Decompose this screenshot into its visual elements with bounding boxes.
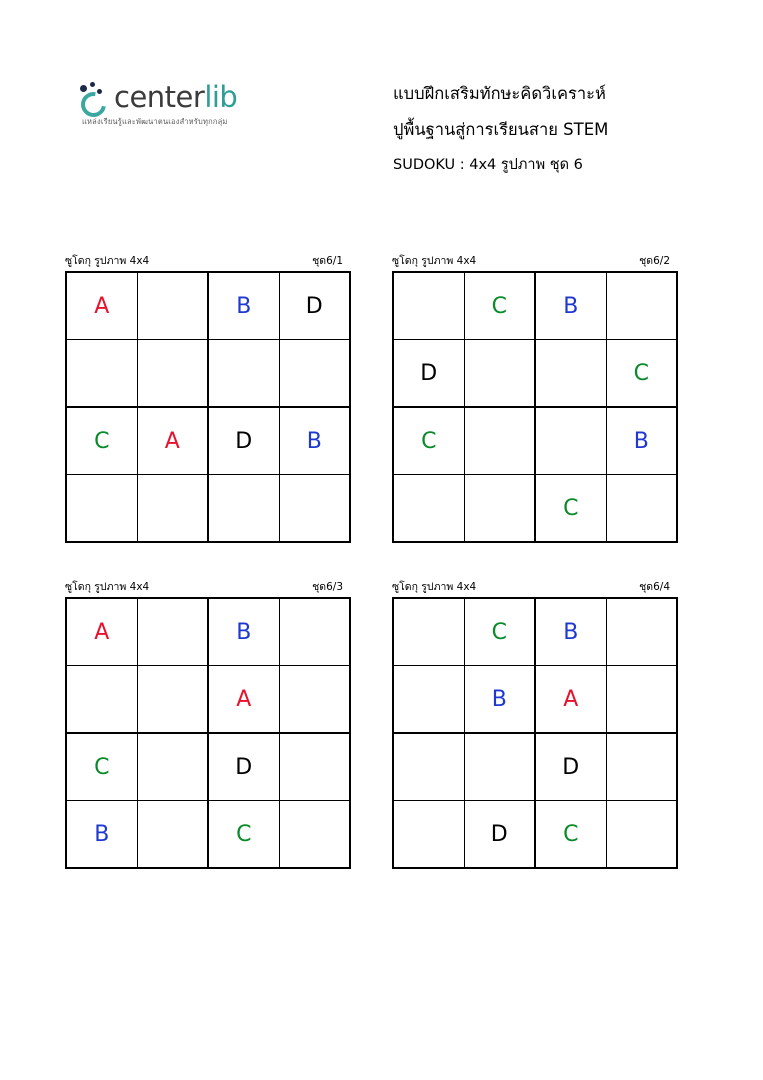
cell-r1c2[interactable]: C <box>464 272 535 340</box>
cell-r1c4[interactable]: D <box>279 272 350 340</box>
title-block <box>393 76 753 182</box>
table-row <box>393 407 677 475</box>
puzzle-4-set: ชุด6/4 <box>639 581 670 593</box>
puzzle-4-label: ซูโดกุ รูปภาพ 4x4 <box>392 581 477 593</box>
cell-r3c3[interactable]: D <box>535 733 606 801</box>
cell-r1c1[interactable]: A <box>66 272 137 340</box>
cell-r2c1[interactable] <box>66 666 137 734</box>
logo-word-center: center <box>114 80 205 114</box>
table-row <box>393 733 677 801</box>
cell-r4c1[interactable] <box>393 801 464 869</box>
cell-r3c2[interactable] <box>464 733 535 801</box>
cell-r1c4[interactable] <box>279 598 350 666</box>
cell-r4c1[interactable] <box>393 475 464 543</box>
puzzle-2-grid <box>392 271 678 543</box>
cell-r2c2[interactable] <box>137 666 208 734</box>
puzzle-1-set: ชุด6/1 <box>312 255 343 267</box>
cell-r4c3[interactable]: C <box>535 475 606 543</box>
cell-r2c1[interactable] <box>393 666 464 734</box>
cell-r1c2[interactable] <box>137 272 208 340</box>
puzzle-4 <box>392 578 670 869</box>
table-row <box>66 407 350 475</box>
puzzle-2-label: ซูโดกุ รูปภาพ 4x4 <box>392 255 477 267</box>
puzzle-3 <box>65 578 343 869</box>
cell-r4c4[interactable] <box>279 801 350 869</box>
logo-wordmark <box>114 80 237 114</box>
page-header <box>0 62 763 212</box>
cell-r4c1[interactable]: B <box>66 801 137 869</box>
cell-r2c4[interactable] <box>606 666 677 734</box>
cell-r3c1[interactable]: C <box>66 733 137 801</box>
table-row <box>66 598 350 666</box>
cell-r1c1[interactable]: A <box>66 598 137 666</box>
cell-r3c4[interactable] <box>279 733 350 801</box>
puzzle-4-header <box>392 578 670 594</box>
brand-logo <box>78 80 278 128</box>
cell-r3c4[interactable]: B <box>606 407 677 475</box>
cell-r3c3[interactable] <box>535 407 606 475</box>
table-row <box>393 666 677 734</box>
cell-r4c2[interactable] <box>464 475 535 543</box>
cell-r3c1[interactable] <box>393 733 464 801</box>
table-row <box>393 272 677 340</box>
puzzle-2-set: ชุด6/2 <box>639 255 670 267</box>
cell-r2c3[interactable] <box>535 340 606 408</box>
cell-r2c4[interactable] <box>279 666 350 734</box>
cell-r1c3[interactable]: B <box>208 272 279 340</box>
cell-r3c3[interactable]: D <box>208 407 279 475</box>
table-row <box>393 801 677 869</box>
puzzle-1-grid <box>65 271 351 543</box>
logo-word-lib: lib <box>204 80 238 114</box>
cell-r4c4[interactable] <box>279 475 350 543</box>
cell-r1c1[interactable] <box>393 598 464 666</box>
puzzle-1-label: ซูโดกุ รูปภาพ 4x4 <box>65 255 150 267</box>
puzzle-3-header <box>65 578 343 594</box>
cell-r1c4[interactable] <box>606 598 677 666</box>
cell-r1c3[interactable]: B <box>535 272 606 340</box>
puzzle-1 <box>65 252 343 543</box>
table-row <box>66 666 350 734</box>
cell-r3c2[interactable] <box>137 733 208 801</box>
table-row <box>393 475 677 543</box>
table-row <box>66 340 350 408</box>
table-row <box>66 272 350 340</box>
page-title-line-2: ปูพื้นฐานสู่การเรียนสาย STEM <box>393 120 609 139</box>
cell-r4c3[interactable]: C <box>535 801 606 869</box>
cell-r3c2[interactable]: A <box>137 407 208 475</box>
cell-r3c1[interactable]: C <box>66 407 137 475</box>
table-row <box>66 475 350 543</box>
cell-r2c1[interactable] <box>66 340 137 408</box>
cell-r4c3[interactable] <box>208 475 279 543</box>
cell-r3c4[interactable]: B <box>279 407 350 475</box>
cell-r2c4[interactable] <box>279 340 350 408</box>
cell-r4c3[interactable]: C <box>208 801 279 869</box>
cell-r2c3[interactable]: A <box>208 666 279 734</box>
cell-r3c4[interactable] <box>606 733 677 801</box>
table-row <box>66 733 350 801</box>
cell-r3c3[interactable]: D <box>208 733 279 801</box>
table-row <box>393 340 677 408</box>
cell-r1c1[interactable] <box>393 272 464 340</box>
cell-r4c4[interactable] <box>606 801 677 869</box>
cell-r2c1[interactable]: D <box>393 340 464 408</box>
cell-r2c2[interactable]: B <box>464 666 535 734</box>
puzzle-3-label: ซูโดกุ รูปภาพ 4x4 <box>65 581 150 593</box>
cell-r1c2[interactable]: C <box>464 598 535 666</box>
cell-r2c4[interactable]: C <box>606 340 677 408</box>
puzzle-2-header <box>392 252 670 268</box>
puzzle-3-grid <box>65 597 351 869</box>
logo-row <box>78 80 278 114</box>
cell-r1c2[interactable] <box>137 598 208 666</box>
cell-r1c4[interactable] <box>606 272 677 340</box>
cell-r2c2[interactable] <box>137 340 208 408</box>
table-row <box>66 801 350 869</box>
cell-r4c4[interactable] <box>606 475 677 543</box>
cell-r2c3[interactable]: A <box>535 666 606 734</box>
table-row <box>393 598 677 666</box>
cell-r2c2[interactable] <box>464 340 535 408</box>
cell-r3c1[interactable]: C <box>393 407 464 475</box>
cell-r1c3[interactable]: B <box>208 598 279 666</box>
puzzle-1-header <box>65 252 343 268</box>
puzzle-4-grid <box>392 597 678 869</box>
puzzle-3-set: ชุด6/3 <box>312 581 343 593</box>
cell-r4c2[interactable] <box>137 475 208 543</box>
page-subtitle: SUDOKU : 4x4 รูปภาพ ชุด 6 <box>393 157 583 173</box>
page-title-line-1: แบบฝึกเสริมทักษะคิดวิเคราะห์ <box>393 84 606 103</box>
centerlib-logo-icon <box>78 82 108 112</box>
cell-r4c2[interactable]: D <box>464 801 535 869</box>
cell-r1c3[interactable]: B <box>535 598 606 666</box>
cell-r2c3[interactable] <box>208 340 279 408</box>
cell-r4c2[interactable] <box>137 801 208 869</box>
cell-r4c1[interactable] <box>66 475 137 543</box>
cell-r3c2[interactable] <box>464 407 535 475</box>
logo-tagline: แหล่งเรียนรู้และพัฒนาตนเองสำหรับทุกกลุ่ม <box>82 117 228 126</box>
puzzle-2 <box>392 252 670 543</box>
